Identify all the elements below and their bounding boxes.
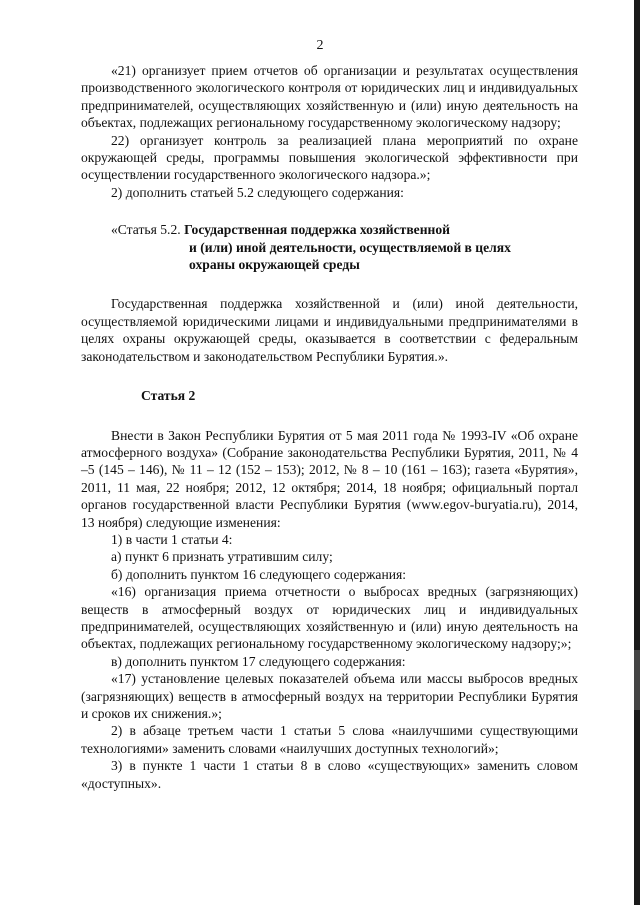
article-5-2-heading (81, 221, 578, 273)
paragraph-amend-5-2: 2) дополнить статьей 5.2 следующего содержания: (111, 184, 404, 200)
article-5-2-title-line1: Государственная поддержка хозяйственной (184, 222, 451, 238)
paragraph-item-22: 22) организует контроль за реализацией плана мероприятий по охране окружающей среды, программы повышения экологической эффективности при осуществлении государственного экологического надзора.»; (81, 132, 578, 183)
article-2-item-1a: а) пункт 6 признать утратившим силу; (111, 549, 333, 565)
article-2-intro: Внести в Закон Республики Бурятия от 5 мая 2011 года № 1993-IV «Об охране атмосферного воздуха» (Собрание законодательства Республики Бурятия, 2011, № 4 –5 (145 – 146), № 11 – 12 (152 – 153); 2012, № 8 – 10 (161 – 163); газета «Бурятия», 2011, 11 мая, 22 ноября; 2012, 12 октября; 2014, 18 ноября; официальный портал органов государственной власти Республики Бурятия (www.egov-buryatia.ru), 2014, 13 ноября) следующие изменения: (81, 427, 578, 530)
document-body (81, 62, 578, 792)
scan-page-edge (634, 0, 640, 905)
article-2-item-16: «16) организация приема отчетности о выбросах вредных (загрязняющих) веществ в атмосферный воздух от юридических лиц и индивидуальных предпринимателей, осуществляющих хозяйственную и (или) иную деятельность на объектах, подлежащих региональному государственному экологическому надзору;»; (81, 584, 578, 652)
article-2-item-1: 1) в части 1 статьи 4: (111, 531, 233, 547)
page-number: 2 (316, 38, 324, 53)
scan-edge-mark (634, 650, 640, 710)
article-2-item-17: «17) установление целевых показателей объема или массы выбросов вредных (загрязняющих) веществ в атмосферный воздух на территории Республики Бурятия и сроков их снижения.»; (81, 671, 578, 721)
article-5-2-label: «Статья 5.2. (111, 222, 181, 238)
article-5-2-body: Государственная поддержка хозяйственной и (или) иной деятельности, осуществляемой юридическими лицами и индивидуальными предпринимателями в целях охраны окружающей среды, оказывается в соответствии с федеральным законодательством и законодательством Республики Бурятия.». (81, 296, 578, 364)
article-5-2-title-line2: и (или) иной деятельности, осуществляемой в целях (189, 239, 511, 255)
article-2-item-1v: в) дополнить пунктом 17 следующего содержания: (111, 653, 406, 669)
article-2-title: Статья 2 (141, 388, 196, 404)
article-5-2-title-line3: охраны окружающей среды (189, 257, 360, 273)
article-2-item-1b: б) дополнить пунктом 16 следующего содержания: (111, 566, 407, 582)
article-2-item-3: 3) в пункте 1 части 1 статьи 8 в слово «существующих» заменить словом «доступных». (81, 758, 578, 791)
article-5-2-heading-line1 (111, 221, 578, 238)
paragraph-item-21: «21) организует прием отчетов об организации и результатах осуществления производственного экологического контроля от юридических лиц и индивидуальных предпринимателей, осуществляющих хозяйственную и (или) иную деятельность на объектах, подлежащих региональному государственному экологическому надзору; (81, 63, 578, 131)
article-2-item-2: 2) в абзаце третьем части 1 статьи 5 слова «наилучшими существующими технологиями» заменить словами «наилучших доступных технологий»; (81, 723, 578, 756)
